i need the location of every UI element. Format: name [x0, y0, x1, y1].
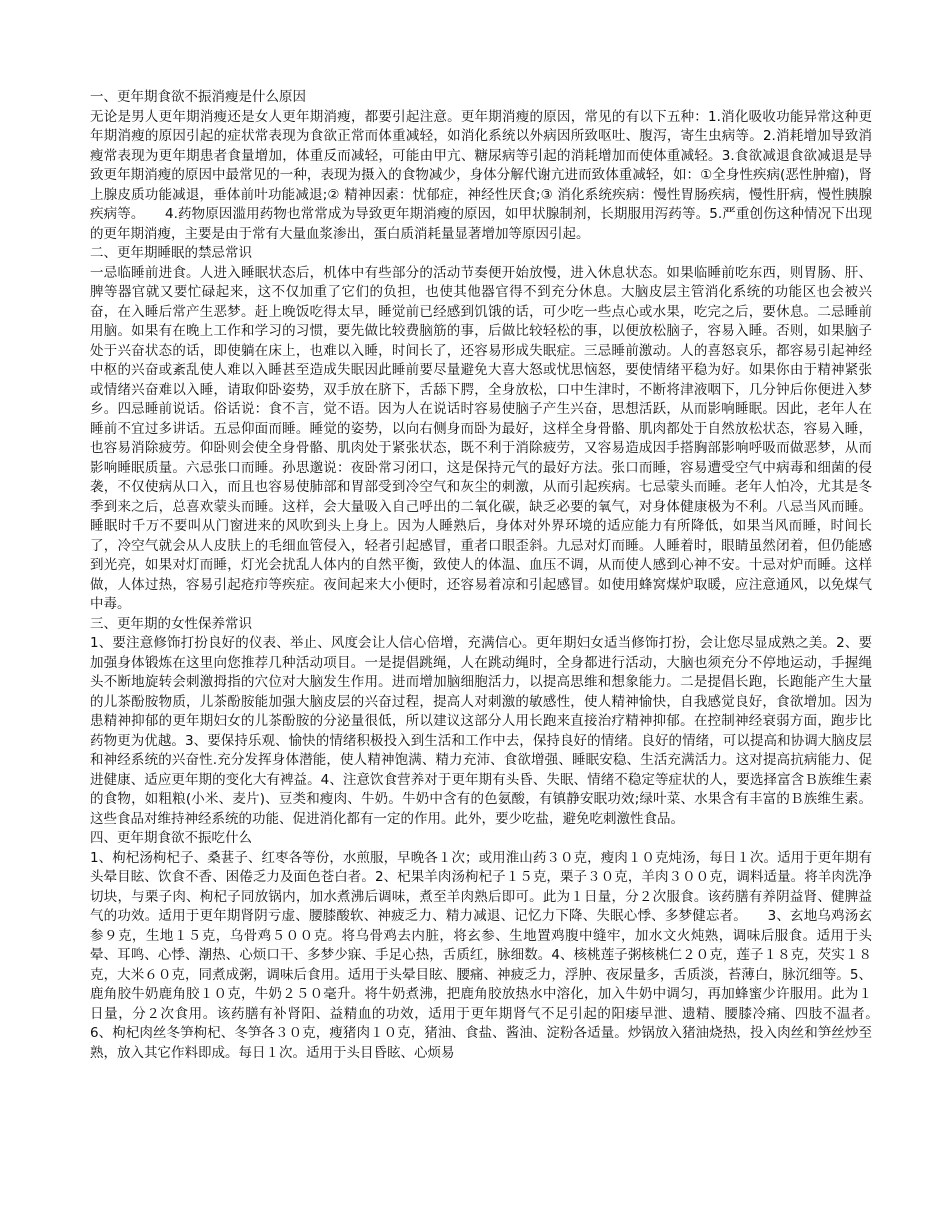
section-body: 1、要注意修饰打扮良好的仪表、举止、风度会让人信心倍增，充满信心。更年期妇女适当修饰打扮，会让您尽显成熟之美。2、要加强身体锻炼在这里向您推荐几种活动项目。一是提倡跳绳，人在跳动绳时，全身都进行活动，大脑也须充分不停地运动，手握绳头不断地旋转会刺激拇指的穴位对大脑发生作用。进而增加脑细胞活力，以提高思维和想象能力。二是提倡长跑，长跑能产生大量的儿茶酚胺物质，儿茶酚胺能加强大脑皮层的兴奋过程，提高人对刺激的敏感性，使人精神愉快，自我感觉良好，食欲增加。因为患精神抑郁的更年期妇女的儿茶酚胺的分泌量很低，所以建议这部分人用长跑来直接治疗精神抑郁。在控制神经衰弱方面，跑步比药物更为优越。3、要保持乐观、愉快的情绪积极投入到生活和工作中去，保持良好的情绪。良好的情绪，可以提高和协调大脑皮层和神经系统的兴奋性.充分发挥身体潜能，使人精神饱满、精力充沛、食欲增强、睡眠安稳、生活充满活力。这对提高抗病能力、促进健康、适应更年期的变化大有裨益。4、注意饮食营养对于更年期有头昏、失眠、情绪不稳定等症状的人，要选择富含Ｂ族维生素的食物，如粗粮(小米、麦片)、豆类和瘦肉、牛奶。牛奶中含有的色氨酸，有镇静安眠功效;绿叶菜、水果含有丰富的Ｂ族维生素。这些食品对维持神经系统的功能、促进消化都有一定的作用。此外，要少吃盐，避免吃刺激性食品。: [90, 635, 872, 827]
section-3: [90, 615, 872, 830]
section-body: 一忌临睡前进食。人进入睡眠状态后，机体中有些部分的活动节奏便开始放慢，进入休息状态。如果临睡前吃东西，则胃肠、肝、脾等器官就又要忙碌起来，这不仅加重了它们的负担，也使其他器官得不到充分休息。大脑皮层主管消化系统的功能区也会被兴奋，在入睡后常产生恶梦。赶上晚饭吃得太早，睡觉前已经感到饥饿的话，可少吃一些点心或水果，吃完之后，要休息。二忌睡前用脑。如果有在晚上工作和学习的习惯，要先做比较费脑筋的事，后做比较轻松的事，以便放松脑子，容易入睡。否则，如果脑子处于兴奋状态的话，即使躺在床上，也难以入睡，时间长了，还容易形成失眠症。三忌睡前激动。人的喜怒哀乐，都容易引起神经中枢的兴奋或紊乱使人难以入睡甚至造成失眠因此睡前要尽量避免大喜大怒或忧思恼怒，要使情绪平稳为好。如果你由于精神紧张或情绪兴奋难以入睡，请取仰卧姿势，双手放在脐下，舌舔下腭，全身放松，口中生津时，不断将津液咽下，几分钟后你便进入梦乡。四忌睡前说话。俗话说：食不言，觉不语。因为人在说话时容易使脑子产生兴奋，思想活跃，从而影响睡眠。因此，老年人在睡前不宜过多讲话。五忌仰面而睡。睡觉的姿势，以向右侧身而卧为最好，这样全身骨骼、肌肉都处于自然放松状态，容易入睡，也容易消除疲劳。仰卧则会使全身骨骼、肌肉处于紧张状态，既不利于消除疲劳，又容易造成因手搭胸部影响呼吸而做恶梦，从而影响睡眠质量。六忌张口而睡。孙思邈说：夜卧常习闭口，这是保持元气的最好方法。张口而睡，容易遭受空气中病毒和细菌的侵袭，不仅使病从口入，而且也容易使肺部和胃部受到冷空气和灰尘的刺激，从而引起疾病。七忌蒙头而睡。老年人怕冷，尤其是冬季到来之后，总喜欢蒙头而睡。这样，会大量吸入自己呼出的二氧化碳，缺乏必要的氧气，对身体健康极为不利。八忌当风而睡。睡眠时千万不要叫从门窗进来的风吹到头上身上。因为人睡熟后，身体对外界环境的适应能力有所降低，如果当风而睡，时间长了，冷空气就会从人皮肤上的毛细血管侵入，轻者引起感冒，重者口眼歪斜。九忌对灯而睡。人睡着时，眼睛虽然闭着，但仍能感到光亮，如果对灯而睡，灯光会扰乱人体内的自然平衡，致使人的体温、血压不调，从而使人感到心神不安。十忌对炉而睡。这样做，人体过热，容易引起疮疖等疾症。夜间起来大小便时，还容易着凉和引起感冒。如使用蜂窝煤炉取暖，应注意通风，以免煤气中毒。: [90, 264, 872, 612]
section-1: [90, 88, 872, 244]
section-4: [90, 829, 899, 1063]
section-heading: 二、更年期睡眠的禁忌常识: [90, 245, 252, 261]
section-heading: 三、更年期的女性保养常识: [90, 615, 252, 632]
section-body: 无论是男人更年期消瘦还是女人更年期消瘦，都要引起注意。更年期消瘦的原因，常见的有以下五种：1.消化吸收功能异常这种更年期消瘦的原因引起的症状常表现为食欲正常而体重减轻，如消化系统以外病因所致呕吐、腹泻，寄生虫病等。2.消耗增加导致消瘦常表现为更年期患者食量增加，体重反而减轻，可能由甲亢、糖尿病等引起的消耗增加而使体重减轻。3.食欲减退食欲减退是导致更年期消瘦的原因中最常见的一种，表现为摄入的食物减少，身体分解代谢亢进而致体重减轻，如：①全身性疾病(恶性肿瘤)，肾上腺皮质功能减退，垂体前叶功能减退;② 精神因素：忧郁症，神经性厌食;③ 消化系统疾病：慢性胃肠疾病，慢性肝病，慢性胰腺疾病等。 4.药物原因滥用药物也常常成为导致更年期消瘦的原因，如甲状腺制剂，长期服用泻药等。5.严重创伤这种情况下出现的更年期消瘦，主要是由于常有大量血浆渗出，蛋白质消耗量显著增加等原因引起。: [90, 108, 872, 242]
section-heading: 一、更年期食欲不振消瘦是什么原因: [90, 89, 306, 105]
section-heading: 四、更年期食欲不振吃什么: [90, 830, 252, 846]
section-body: 1、枸杞汤枸杞子、桑葚子、红枣各等份，水煎服，早晚各１次；或用淮山药３０克，瘦肉１０克炖汤，每日１次。适用于更年期有头晕目眩、饮食不香、困倦乏力及面色苍白者。2、杞果羊肉汤枸杞子１５克，栗子３０克，羊肉３００克，调料适量。将羊肉洗净切块，与栗子肉、枸杞子同放锅内，加水煮沸后调味，煮至羊肉熟后即可。此为１日量，分２次服食。该药膳有养阴益肾、健脾益气的功效。适用于更年期肾阴亏虚、腰膝酸软、神疲乏力、精力减退、记忆力下降、失眠心悸、多梦健忘者。 3、玄地乌鸡汤玄参９克，生地１５克，乌骨鸡５００克。将乌骨鸡去内脏，将玄参、生地置鸡腹中缝牢，加水文火炖熟，调味后服食。适用于头晕、耳鸣、心悸、潮热、心烦口干、多梦少寐、手足心热，舌质红，脉细数。4、核桃莲子粥核桃仁２０克，莲子１８克，芡实１８克，大米６０克，同煮成粥，调味后食用。适用于头晕目眩、腰痛、神疲乏力，浮肿、夜尿量多，舌质淡，苔薄白，脉沉细等。5、鹿角胶牛奶鹿角胶１０克，牛奶２５０毫升。将牛奶煮沸，把鹿角胶放热水中溶化，加入牛奶中调匀，再加蜂蜜少许服用。此为１日量，分２次食用。该药膳有补肾阳、益精血的功效，适用于更年期肾气不足引起的阳痿早泄、遗精、腰膝冷痛、四肢不温者。 6、枸杞肉丝冬笋枸杞、冬笋各３０克，瘦猪肉１０克，猪油、食盐、酱油、淀粉各适量。炒锅放入猪油烧热，投入肉丝和笋丝炒至熟，放入其它作料即成。每日１次。适用于头目昏眩、心烦易: [90, 849, 899, 1061]
section-2: [90, 244, 872, 615]
